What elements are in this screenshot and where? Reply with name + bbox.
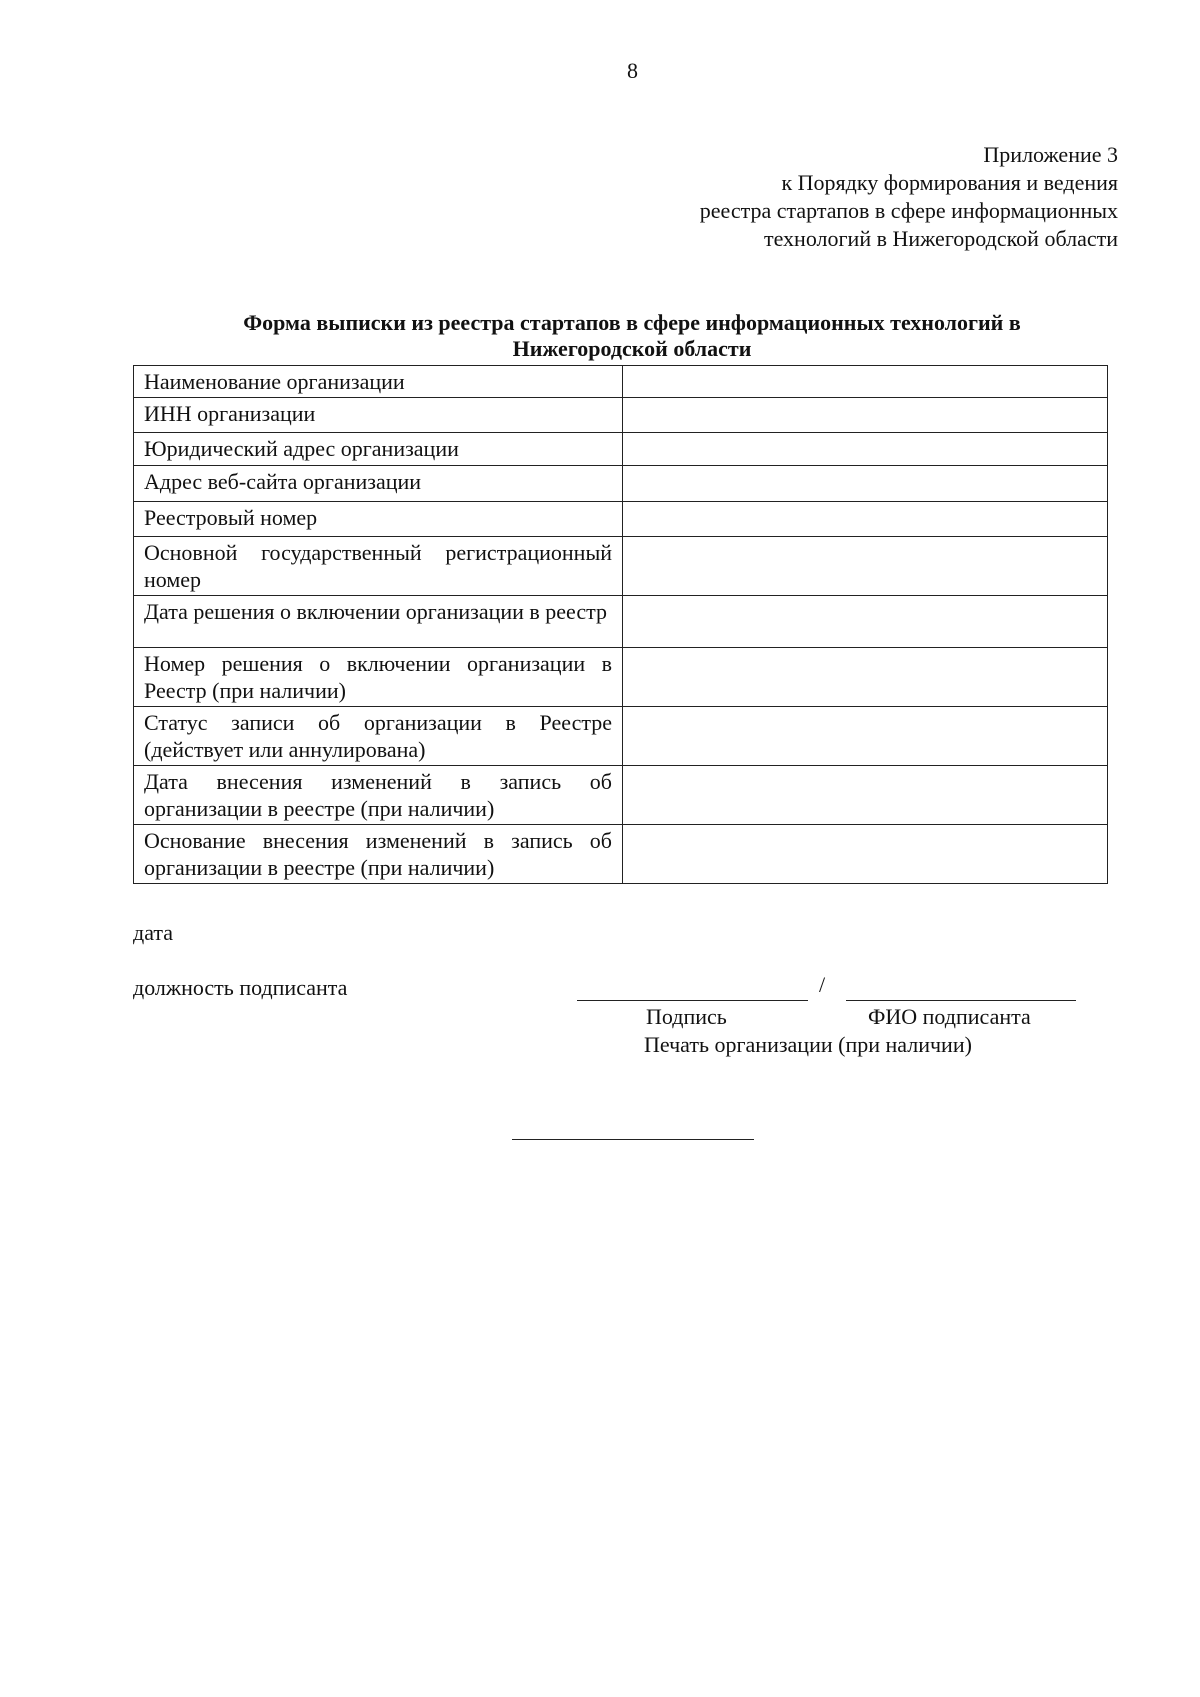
row-value-change-date[interactable] (623, 766, 1108, 825)
row-label-record-status: Статус записи об организации в Реестре (действует или аннулирована) (134, 707, 623, 766)
row-value-inclusion-decision-number[interactable] (623, 648, 1108, 707)
row-label-inclusion-decision-number: Номер решения о включении организации в Реестр (при наличии) (134, 648, 623, 707)
table-row (134, 766, 1108, 825)
row-value-legal-address[interactable] (623, 433, 1108, 466)
form-title-line-2: Нижегородской области (512, 336, 752, 361)
signer-name-caption: ФИО подписанта (868, 1004, 1031, 1029)
signer-position-label: должность подписанта (133, 975, 348, 1000)
registry-extract-table (133, 365, 1108, 884)
row-value-website[interactable] (623, 466, 1108, 502)
row-label-inn: ИНН организации (134, 398, 623, 433)
row-value-record-status[interactable] (623, 707, 1108, 766)
signer-name-line[interactable] (846, 1000, 1076, 1001)
table-row (134, 537, 1108, 596)
signature-caption: Подпись (646, 1004, 727, 1029)
date-label: дата (133, 920, 174, 945)
appendix-line-1: Приложение 3 (983, 142, 1118, 167)
table-row (134, 502, 1108, 537)
end-of-document-divider (512, 1139, 754, 1140)
signature-line[interactable] (577, 1000, 808, 1001)
row-value-ogrn[interactable] (623, 537, 1108, 596)
table-row (134, 825, 1108, 884)
row-label-legal-address: Юридический адрес организации (134, 433, 623, 466)
table-row (134, 366, 1108, 398)
row-value-registry-number[interactable] (623, 502, 1108, 537)
appendix-header (700, 141, 1118, 253)
row-label-organization-name: Наименование организации (134, 366, 623, 398)
row-label-change-basis: Основание внесения изменений в запись об организации в реестре (при наличии) (134, 825, 623, 884)
row-label-inclusion-decision-date: Дата решения о включении организации в реестр (134, 596, 623, 648)
page-number: 8 (627, 58, 638, 83)
row-value-change-basis[interactable] (623, 825, 1108, 884)
table-row (134, 648, 1108, 707)
row-label-change-date: Дата внесения изменений в запись об организации в реестре (при наличии) (134, 766, 623, 825)
table-row (134, 466, 1108, 502)
signature-separator: / (819, 972, 826, 997)
row-label-ogrn: Основной государственный регистрационный номер (134, 537, 623, 596)
seal-caption: Печать организации (при наличии) (644, 1032, 972, 1057)
row-value-inn[interactable] (623, 398, 1108, 433)
form-title-line-1: Форма выписки из реестра стартапов в сфере информационных технологий в (243, 310, 1021, 335)
form-title (132, 310, 1132, 362)
table-row (134, 707, 1108, 766)
table-row (134, 433, 1108, 466)
row-value-organization-name[interactable] (623, 366, 1108, 398)
row-value-inclusion-decision-date[interactable] (623, 596, 1108, 648)
row-label-registry-number: Реестровый номер (134, 502, 623, 537)
table-row (134, 596, 1108, 648)
appendix-line-3: реестра стартапов в сфере информационных (699, 198, 1118, 223)
appendix-line-4: технологий в Нижегородской области (763, 226, 1118, 251)
table-row (134, 398, 1108, 433)
row-label-website: Адрес веб-сайта организации (134, 466, 623, 502)
appendix-line-2: к Порядку формирования и ведения (781, 170, 1118, 195)
